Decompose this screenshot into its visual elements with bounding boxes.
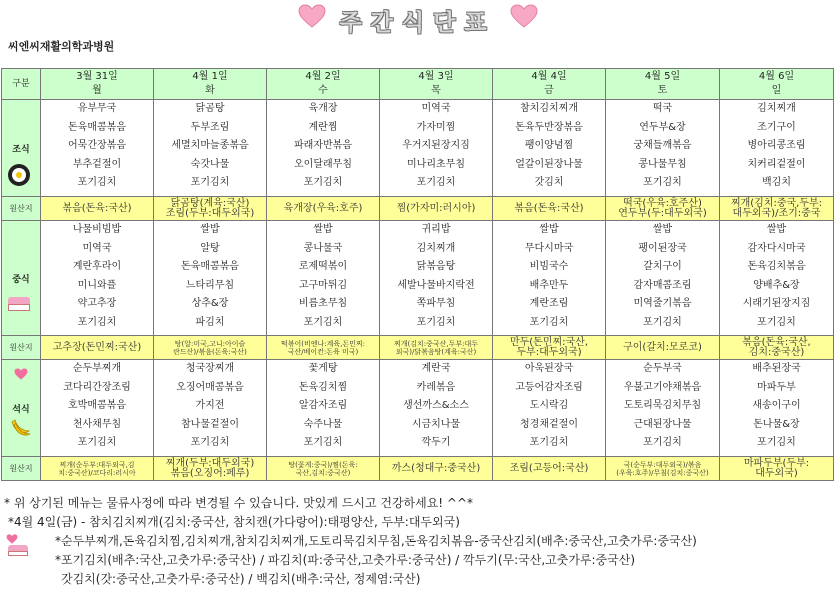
notice-text: *순두부찌개,돈육김치찜,김치찌개,참치김치찌개,도토리묵김치무침,돈육김치볶음-중국산김치(배추:중국산,고춧가루:중국산) [55,534,697,548]
menu-cell [606,221,720,336]
menu-cell [380,221,493,336]
dish-item: 쌀밥 [652,224,673,235]
dish-item: 근대된장나물 [633,418,692,430]
meal-label: 중식 [12,274,30,285]
date-label: 4월 3일 [418,71,454,82]
date-label: 4월 1일 [192,71,228,82]
dish-item: 포기김치 [529,437,569,449]
notes-section [4,494,834,589]
dish-item: 우불고기야채볶음 [623,381,702,393]
dish-item: 포기김치 [529,316,569,328]
dish-item: 순두부국 [643,363,682,374]
menu-cell [41,221,154,336]
dish-item: 약고추장 [77,298,117,310]
dish-item: 꽃게탕 [308,363,338,374]
dish-item: 배추만두 [529,279,569,291]
dish-item: 돈육김치볶음 [747,261,806,273]
menu-cell [41,100,154,197]
weekday-label: 수 [318,85,328,96]
dish-item: 미역국 [82,242,112,254]
origin-cell: 탕(알:미국,고니:아이슬 란드산)/볶음(돈육:국산) [154,336,267,360]
dish-item: 숙갓나물 [190,158,230,170]
dish-item: 미역국 [421,103,451,114]
breakfast-row [2,100,834,197]
dish-item: 궁채들깨볶음 [633,140,692,152]
date-label: 3월 31일 [76,71,118,82]
dish-item: 연두부&장 [639,121,686,133]
origin-cell: 육개장(우육:호주) [267,197,380,221]
notice-text: *포기김치(배추:국산,고춧가루:중국산) / 파김치(파:중국산,고춧가루:중국산) / 깍두기(무:국산,고춧가루:중국산) [55,553,636,567]
weekday-label: 목 [431,85,441,96]
dish-item: 비빔국수 [529,261,569,273]
dish-item: 계란후라이 [72,261,122,273]
dish-item: 천사채무침 [72,418,122,430]
dish-item: 오징어매콤볶음 [176,381,244,393]
dish-item: 포기김치 [303,316,343,328]
dish-item: 나물비빔밥 [72,224,122,235]
dish-item: 팽이된장국 [638,242,687,254]
origin-cell: 찌개(두부:대두외국) 볶음(오징어:페루) [154,457,267,481]
dish-item: 갈치구이 [643,261,682,273]
origin-cell: 닭곰탕(계육:국산) 조림(두부:대두외국) [154,197,267,221]
notice-text: *4월 4일(금) - 참치김치찌개(김치:중국산, 참치캔(가다랑어):태평양산, 두부:대두외국) [8,515,460,529]
origin-cell: 볶음(돈육:국산, 김치:중국산) [720,336,834,360]
dish-item: 쌀밥 [766,224,787,235]
dish-item: 느타리무침 [185,279,235,291]
menu-cell [720,360,834,457]
dish-item: 세멸치마늘종볶음 [171,140,249,152]
dish-item: 숙주나물 [303,418,343,430]
menu-cell [267,221,380,336]
origin-cell: 볶음(돈육:국산) [41,197,154,221]
dish-item: 팽이양념찜 [524,140,574,152]
menu-cell [720,100,834,197]
dish-item: 포기김치 [416,177,456,189]
dish-item: 아욱된장국 [524,363,574,374]
dish-item: 참나물겉절이 [181,418,239,430]
menu-cell [154,221,267,336]
meal-label-cell [2,100,41,197]
dish-item: 쪽파무침 [416,298,456,310]
dish-item: 닭볶음탕 [416,261,456,273]
dish-item: 돈육매콤볶음 [181,261,239,273]
hospital-name: 씨엔씨재활의학과병원 [8,40,115,53]
dish-item: 파김치 [195,316,225,328]
dish-item: 포기김치 [416,316,456,328]
dish-item: 포기김치 [757,316,796,328]
dish-item: 호박매콤볶음 [68,400,126,412]
dish-item: 백김치 [762,177,791,189]
notice-text: 갓김치(갓:중국산,고춧가루:중국산) / 백김치(배추:국산, 정제염:국산) [61,572,421,586]
origin-cell: 찌개(김치:중국,두부: 대두외국)/조기:중국 [720,197,834,221]
menu-cell [606,360,720,457]
dish-item: 콩나물국 [303,242,343,254]
weekday-label: 일 [771,85,782,96]
dish-item: 미역줄기볶음 [633,298,692,310]
dish-item: 치커리겉절이 [747,158,806,170]
dish-item: 계란조림 [529,298,569,310]
dish-item: 청국장찌개 [185,363,235,374]
corner-label: 구분 [2,69,41,100]
dish-item: 세발나물바지락전 [397,279,475,291]
menu-cell [720,221,834,336]
dish-item: 파래자반볶음 [294,140,352,152]
dish-item: 콩나물무침 [638,158,687,170]
menu-cell [154,100,267,197]
dish-item: 포기김치 [303,437,343,449]
dish-item: 미니와플 [77,279,117,291]
dish-item: 육개장 [308,103,338,114]
dish-item: 돈육두반장볶음 [515,121,583,133]
weekday-label: 금 [544,85,554,96]
dish-item: 감자매콤조림 [633,279,692,291]
dish-item: 쌀밥 [313,224,333,235]
breakfast-origin-row [2,197,834,221]
dish-item: 계란찜 [308,121,338,133]
dish-item: 포기김치 [190,437,230,449]
dish-item: 돈나물&장 [753,418,800,430]
dish-item: 우거지된장지짐 [402,140,470,152]
dish-item: 깍두기 [421,437,451,449]
menu-cell [493,100,606,197]
day-header [154,69,267,100]
dish-item: 배추된장국 [752,363,801,374]
dish-item: 떡국 [652,103,673,114]
dish-item: 감자다시마국 [747,242,806,254]
dish-item: 닭곰탕 [195,103,225,114]
lunch-row [2,221,834,336]
day-header [380,69,493,100]
dish-item: 부추겉절이 [72,158,122,170]
menu-cell [380,360,493,457]
dish-item: 귀리밥 [421,224,451,235]
dish-item: 유부무국 [77,103,117,114]
date-label: 4월 6일 [758,71,795,82]
date-label: 4월 2일 [305,71,341,82]
fried-egg-icon [8,164,30,186]
menu-cell [606,100,720,197]
dish-item: 새송이구이 [752,400,801,412]
day-header [606,69,720,100]
dinner-origin-row [2,457,834,481]
dish-item: 포기김치 [190,177,230,189]
dish-item: 포기김치 [643,437,682,449]
dish-item: 순두부찌개 [72,363,122,374]
dish-item: 쌀밥 [200,224,220,235]
dish-item: 비름초무침 [298,298,348,310]
meal-label-cell [2,221,41,336]
dish-item: 포기김치 [643,316,682,328]
dish-item: 코다리간장조림 [63,381,131,393]
dish-item: 도시락김 [529,400,569,412]
dish-item: 오이달래무침 [294,158,352,170]
dish-item: 가자미찜 [416,121,456,133]
menu-cell [41,360,154,457]
dish-item: 청경채겉절이 [520,418,578,430]
weekday-label: 화 [205,85,215,96]
dinner-row [2,360,834,457]
origin-cell: 까스(청대구:중국산) [380,457,493,481]
dish-item: 시금치나물 [411,418,461,430]
dish-item: 도토리묵김치무침 [623,400,702,412]
dish-item: 두부조림 [190,121,230,133]
banana-icon [9,416,31,438]
origin-cell: 떡국(우육:호주산) 연두부(두:대두외국) [606,197,720,221]
heart-icon [14,368,28,380]
dish-item: 양배추&장 [753,279,800,291]
cake-icon [8,297,30,311]
dish-item: 시래기된장지짐 [742,298,811,310]
dish-item: 돈육매콤볶음 [68,121,126,133]
day-header [493,69,606,100]
dish-item: 카레볶음 [416,381,456,393]
page-title: 주간식단표 [339,10,496,36]
menu-cell [267,100,380,197]
menu-cell [380,100,493,197]
dish-item: 김치찌개 [416,242,456,254]
dish-item: 포기김치 [757,437,796,449]
dish-item: 알탕 [200,242,220,254]
dish-item: 포기김치 [303,177,343,189]
weekday-label: 월 [92,85,102,96]
dish-item: 참치김치찌개 [520,103,578,114]
menu-cell [154,360,267,457]
menu-cell [493,360,606,457]
origin-label: 원산지 [2,197,41,221]
dish-item: 어묵간장볶음 [68,140,126,152]
origin-cell: 찌개(김치:중국산,두부:대두 외국)/닭볶음탕(계육:국산) [380,336,493,360]
dish-item: 고등어감자조림 [515,381,583,393]
date-label: 4월 4일 [531,71,567,82]
dish-item: 생선까스&소스 [403,400,469,412]
dish-item: 포기김치 [77,437,117,449]
dish-item: 마파두부 [757,381,796,393]
title-bar [0,2,835,36]
origin-cell: 탕(꽃게:중국)/찜(돈육: 국산,김치:중국산) [267,457,380,481]
day-header [267,69,380,100]
dish-item: 포기김치 [77,316,117,328]
meal-label-cell [2,360,41,457]
heart-icon [510,4,538,28]
day-header [41,69,154,100]
dish-item: 미나리초무침 [407,158,465,170]
origin-cell: 마파두부(두부: 대두외국) [720,457,834,481]
origin-cell: 찌개(순두부:대두외국,김 치:중국산)/코다리:러시아 [41,457,154,481]
origin-cell: 볶음(돈육:국산) [493,197,606,221]
weekly-menu-table [1,68,834,481]
dish-item: 알감자조림 [298,400,348,412]
dish-item: 계란국 [421,363,451,374]
origin-label: 원산지 [2,457,41,481]
dish-item: 가지전 [195,400,225,412]
origin-cell: 만두(돈민찌:국산, 두부:대두외국) [493,336,606,360]
dish-item: 김치찌개 [757,103,796,114]
dish-item: 얼갈이된장나물 [515,158,583,170]
origin-label: 원산지 [2,336,41,360]
lunch-origin-row [2,336,834,360]
day-header [720,69,834,100]
date-label: 4월 5일 [644,71,681,82]
heart-icon [298,4,326,28]
dish-item: 병아리콩조림 [747,140,806,152]
menu-cell [493,221,606,336]
heart-icon [6,534,18,544]
dish-item: 상추&장 [191,298,229,310]
dish-item: 갓김치 [534,177,564,189]
dish-item: 돈육김치찜 [298,381,348,393]
meal-label: 조식 [12,144,30,155]
origin-cell: 떡볶이(비엔나:계육,돈민찌: 국산/베이컨:돈육 미국) [267,336,380,360]
dish-item: 포기김치 [77,177,117,189]
origin-cell: 구이(갈치:모로코) [606,336,720,360]
origin-cell: 조림(고등어:국산) [493,457,606,481]
origin-cell: 찜(가자미:러시아) [380,197,493,221]
dish-item: 무다시마국 [524,242,574,254]
meal-label: 석식 [12,404,30,415]
menu-cell [267,360,380,457]
dish-item: 로제떡볶이 [298,261,348,273]
cake-icon [8,545,30,557]
notice-text: * 위 상기된 메뉴는 물류사정에 따라 변경될 수 있습니다. 맛있게 드시고 건강하세요! ^^* [4,496,474,510]
dish-item: 고구마튀김 [298,279,348,291]
origin-cell: 고추장(돈민찌:국산) [41,336,154,360]
weekday-label: 토 [657,85,668,96]
header-row [2,69,834,100]
dish-item: 포기김치 [643,177,682,189]
dish-item: 조기구이 [757,121,796,133]
origin-cell: 국(순두부:대두외국)/볶음 (우육:호주)/무침(김치:중국산) [606,457,720,481]
dish-item: 쌀밥 [539,224,559,235]
